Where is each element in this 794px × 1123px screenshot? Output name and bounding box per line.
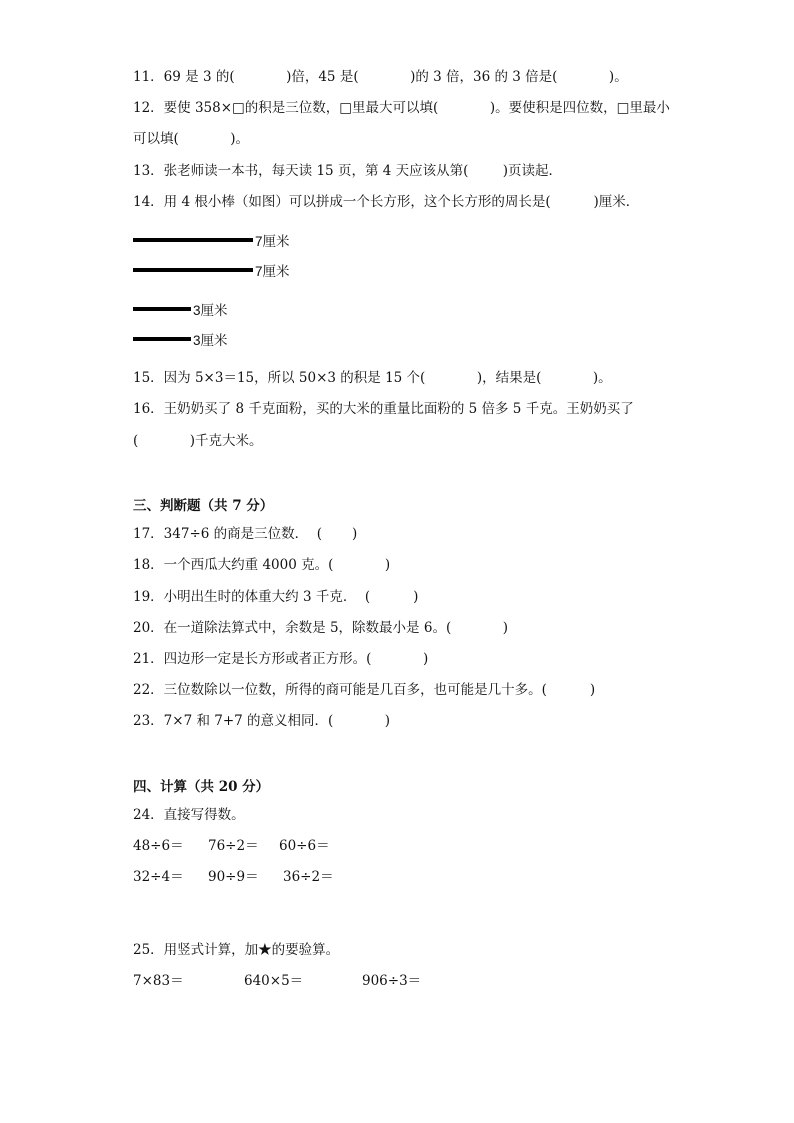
stick-row — [133, 299, 228, 319]
stick-row — [133, 260, 290, 280]
calc-item: 32÷4＝ — [133, 869, 184, 885]
calc-item: 60÷6＝ — [279, 838, 330, 854]
question-23: 23．7×7 和 7+7 的意义相同．( ) — [133, 713, 391, 729]
stick-label: 7厘米 — [255, 264, 290, 279]
calc-item: 76÷2＝ — [208, 838, 259, 854]
stick-row — [133, 329, 228, 349]
question-17: 17．347÷6 的商是三位数． ( ) — [133, 526, 358, 542]
calc-item: 36÷2＝ — [283, 869, 334, 885]
section-4-heading: 四、计算（共 20 分） — [133, 779, 270, 795]
calc-item: 640×5＝ — [244, 973, 304, 989]
question-20: 20．在一道除法算式中，余数是 5，除数最小是 6。( ) — [133, 620, 508, 636]
stick-row — [133, 230, 290, 250]
stick-label: 3厘米 — [193, 303, 228, 318]
calc-item: 906÷3＝ — [362, 973, 422, 989]
stick-label: 7厘米 — [255, 234, 290, 249]
stick-label: 3厘米 — [193, 333, 228, 348]
question-22: 22．三位数除以一位数，所得的商可能是几百多，也可能是几十多。( ) — [133, 682, 596, 698]
question-14: 14．用 4 根小棒（如图）可以拼成一个长方形，这个长方形的周长是( )厘米． — [133, 194, 640, 210]
question-12-continued: 可以填( )。 — [133, 131, 250, 147]
question-15: 15．因为 5×3＝15，所以 50×3 的积是 15 个( )，结果是( )。 — [133, 370, 612, 386]
calc-item: 48÷6＝ — [133, 838, 184, 854]
question-19: 19．小明出生时的体重大约 3 千克． ( ) — [133, 589, 419, 605]
question-16-continued: ( )千克大米。 — [133, 433, 263, 449]
stick-bar — [133, 268, 253, 272]
stick-bar — [133, 238, 253, 242]
question-13: 13．张老师读一本书，每天读 15 页，第 4 天应该从第( )页读起． — [133, 163, 562, 179]
question-16: 16．王奶奶买了 8 千克面粉，买的大米的重量比面粉的 5 倍多 5 千克。王奶奶买了 — [133, 401, 634, 417]
calc-item: 7×83＝ — [133, 973, 184, 989]
question-11: 11．69 是 3 的( )倍，45 是( )的 3 倍，36 的 3 倍是( )。 — [133, 69, 628, 85]
stick-bar — [133, 337, 191, 341]
calc-item: 90÷9＝ — [208, 869, 259, 885]
stick-bar — [133, 307, 191, 311]
question-18: 18．一个西瓜大约重 4000 克。( ) — [133, 557, 391, 573]
section-3-heading: 三、判断题（共 7 分） — [133, 498, 274, 514]
question-24: 24．直接写得数。 — [133, 807, 245, 823]
calc-row — [133, 972, 433, 1044]
calc-row — [133, 868, 433, 940]
question-25: 25．用竖式计算，加★的要验算。 — [133, 942, 340, 958]
question-12: 12．要使 358×□的积是三位数，□里最大可以填( )。要使积是四位数，□里最小 — [133, 100, 670, 116]
question-21: 21．四边形一定是长方形或者正方形。( ) — [133, 651, 429, 667]
